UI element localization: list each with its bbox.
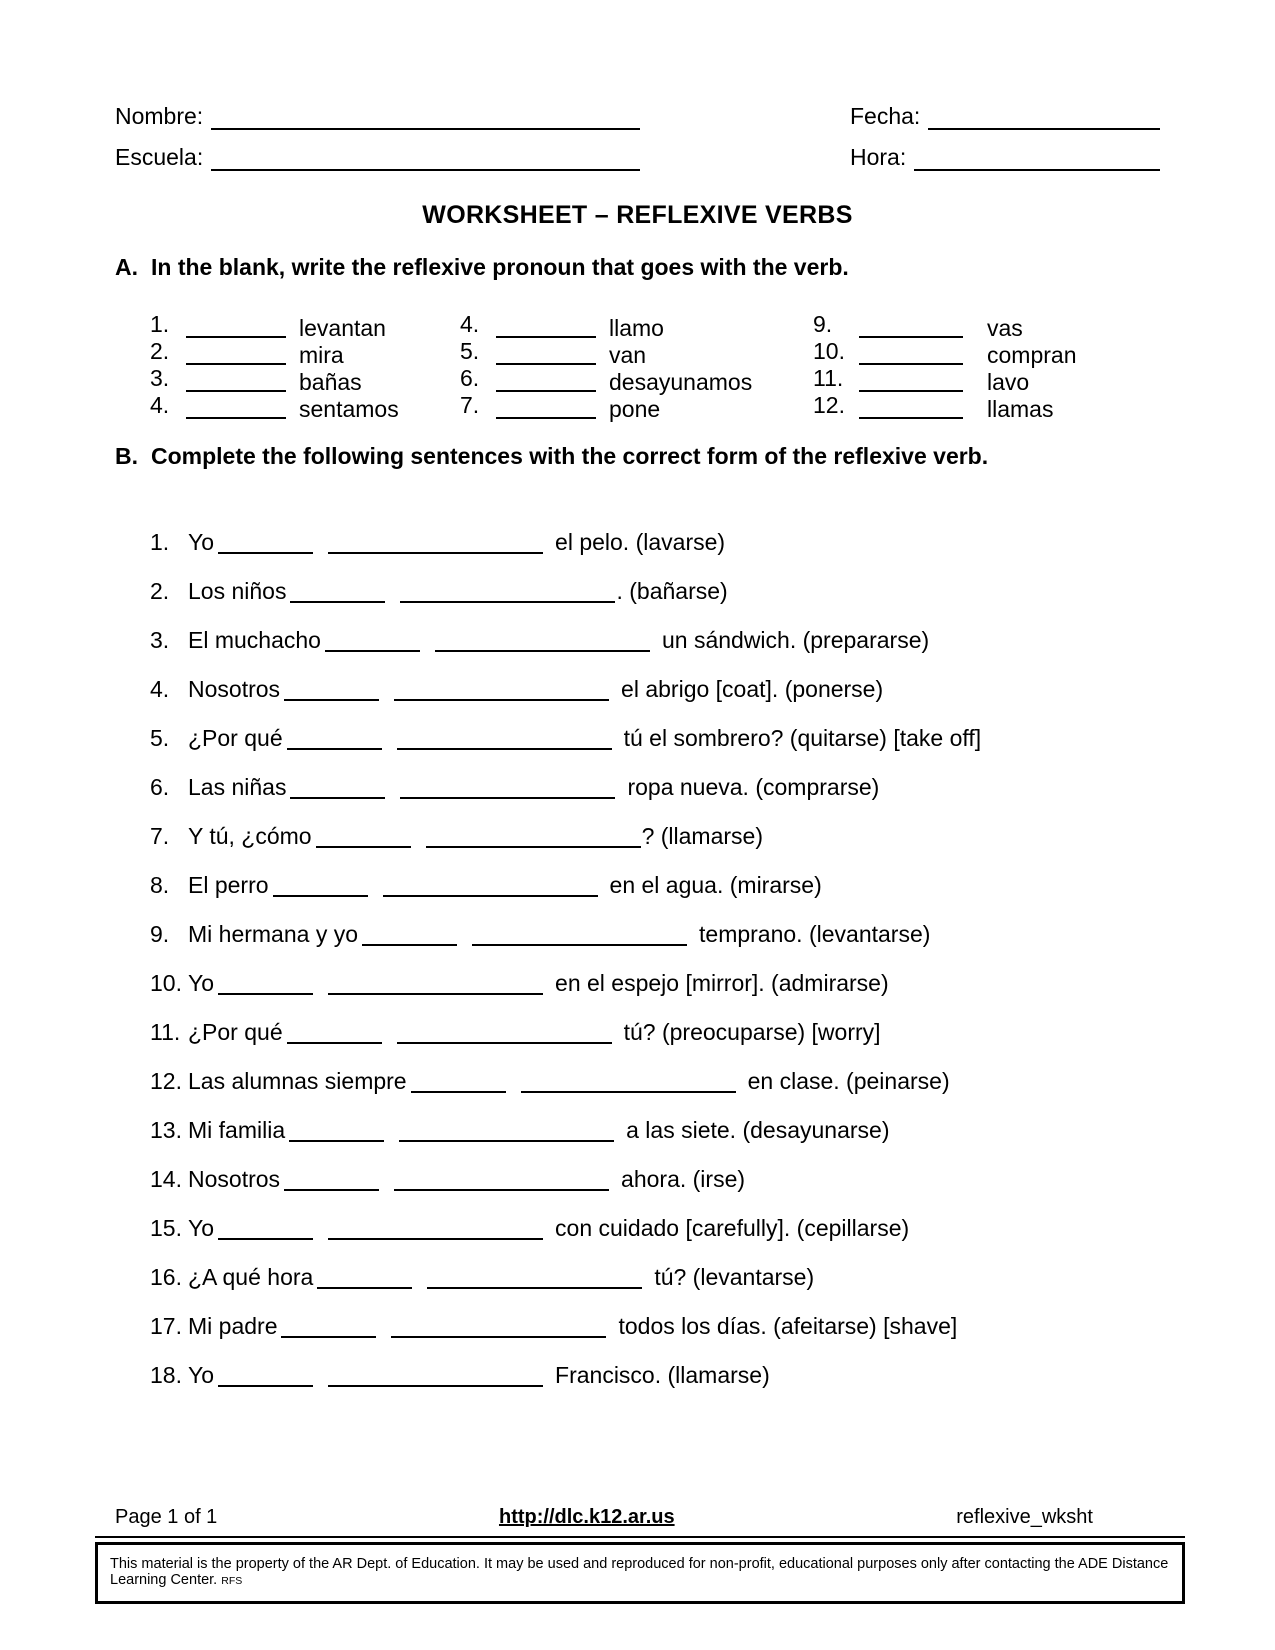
footer-url-link[interactable]: http://dlc.k12.ar.us	[498, 1506, 675, 1528]
item-number: 5.	[460, 338, 480, 364]
verb-blank	[399, 1122, 614, 1142]
pronoun-blank	[281, 1318, 376, 1338]
sentence-start: Yo	[188, 529, 215, 555]
verb-blank	[394, 1171, 609, 1191]
pronoun-blank	[284, 1171, 379, 1191]
section-a-letter: A.	[115, 254, 138, 280]
sentence-end: ahora. (irse)	[621, 1166, 746, 1192]
sentence-item-15	[150, 1204, 1160, 1253]
pronoun-blank	[317, 1269, 412, 1289]
item-number: 11.	[813, 365, 844, 391]
sentence-end: tú? (preocuparse) [worry]	[623, 1019, 881, 1045]
answer-blank	[186, 339, 286, 365]
sentence-start: Mi familia	[188, 1117, 286, 1143]
verb-blank	[328, 1220, 543, 1240]
hora-label: Hora:	[850, 144, 907, 170]
section-a-item	[460, 311, 813, 341]
item-number: 10.	[813, 338, 845, 364]
verb-text: mira	[299, 342, 344, 368]
sentence-start: Los niños	[188, 578, 287, 604]
item-number: 7.	[460, 392, 480, 418]
escuela-label: Escuela:	[115, 144, 204, 170]
sentence-end: temprano. (levantarse)	[699, 921, 931, 947]
sentence-end: en el espejo [mirror]. (admirarse)	[555, 970, 889, 996]
fecha-field	[850, 103, 1160, 130]
answer-blank	[496, 393, 596, 419]
sentence-item-5	[150, 714, 1160, 763]
verb-text: desayunamos	[609, 369, 753, 395]
pronoun-blank	[287, 730, 382, 750]
pronoun-blank	[218, 1367, 313, 1387]
sentence-end: ropa nueva. (comprarse)	[627, 774, 880, 800]
item-number: 16.	[150, 1264, 182, 1290]
item-number: 17.	[150, 1313, 182, 1339]
sentence-item-6	[150, 763, 1160, 812]
pronoun-blank	[290, 583, 385, 603]
verb-blank	[328, 1367, 543, 1387]
sentence-start: El perro	[188, 872, 269, 898]
sentence-item-1	[150, 518, 1160, 567]
sentence-end: todos los días. (afeitarse) [shave]	[618, 1313, 958, 1339]
sentence-item-2	[150, 567, 1160, 616]
answer-blank	[859, 339, 963, 365]
sentence-end: tú el sombrero? (quitarse) [take off]	[623, 725, 982, 751]
verb-blank	[400, 583, 615, 603]
item-number: 10.	[150, 970, 182, 996]
pronoun-blank	[273, 877, 368, 897]
sentence-item-7	[150, 812, 1160, 861]
page-title: WORKSHEET – REFLEXIVE VERBS	[422, 201, 853, 229]
verb-text: vas	[987, 315, 1023, 341]
item-number: 4.	[150, 392, 170, 418]
sentence-item-16	[150, 1253, 1160, 1302]
answer-blank	[186, 312, 286, 338]
sentence-end: Francisco. (llamarse)	[555, 1362, 770, 1388]
sentence-start: Mi padre	[188, 1313, 278, 1339]
section-a-grid	[150, 311, 1160, 422]
verb-text: bañas	[299, 369, 362, 395]
item-number: 4.	[460, 311, 480, 337]
section-a-item	[460, 338, 813, 368]
answer-blank	[496, 312, 596, 338]
sentence-item-4	[150, 665, 1160, 714]
pronoun-blank	[284, 681, 379, 701]
footer-row	[95, 1506, 1185, 1538]
section-a-item	[813, 311, 1160, 341]
sentence-end: el abrigo [coat]. (ponerse)	[621, 676, 884, 702]
pronoun-blank	[290, 779, 385, 799]
pronoun-blank	[218, 1220, 313, 1240]
answer-blank	[859, 393, 963, 419]
header-row-2	[115, 144, 1160, 171]
answer-blank	[186, 393, 286, 419]
sentence-item-11	[150, 1008, 1160, 1057]
sentence-start: El muchacho	[188, 627, 321, 653]
verb-blank	[394, 681, 609, 701]
answer-blank	[496, 366, 596, 392]
sentence-item-9	[150, 910, 1160, 959]
hora-blank-line	[914, 145, 1160, 171]
section-a-item	[150, 365, 460, 395]
section-b-heading-text: Complete the following sentences with the correct form of the reflexive verb.	[151, 443, 989, 469]
item-number: 5.	[150, 725, 170, 751]
answer-blank	[496, 339, 596, 365]
item-number: 3.	[150, 627, 170, 653]
item-number: 8.	[150, 872, 170, 898]
nombre-label: Nombre:	[115, 103, 204, 129]
nombre-blank-line	[211, 104, 640, 130]
sentence-start: ¿A qué hora	[188, 1264, 314, 1290]
item-number: 11.	[150, 1019, 181, 1045]
verb-blank	[328, 534, 543, 554]
verb-blank	[400, 779, 615, 799]
pronoun-blank	[325, 632, 420, 652]
section-a-item	[460, 392, 813, 422]
item-number: 6.	[150, 774, 170, 800]
verb-blank	[435, 632, 650, 652]
document-name: reflexive_wksht	[956, 1506, 1093, 1528]
sentence-end: un sándwich. (prepararse)	[661, 627, 930, 653]
section-b-heading	[115, 443, 1160, 470]
nombre-field	[115, 103, 640, 130]
sentence-start: Las alumnas siempre	[188, 1068, 407, 1094]
item-number: 9.	[150, 921, 170, 947]
verb-text: levantan	[299, 315, 386, 341]
section-a-item	[150, 338, 460, 368]
sentence-item-14	[150, 1155, 1160, 1204]
verb-text: pone	[609, 396, 661, 422]
sentence-start: Nosotros	[188, 676, 281, 702]
sentence-end: el pelo. (lavarse)	[555, 529, 726, 555]
verb-blank	[472, 926, 687, 946]
escuela-blank-line	[211, 145, 640, 171]
section-a-item	[813, 338, 1160, 368]
verb-blank	[397, 1024, 612, 1044]
disclaimer-box	[95, 1542, 1185, 1604]
section-a-heading-text: In the blank, write the reflexive pronoun that goes with the verb.	[151, 254, 849, 280]
sentence-item-18	[150, 1351, 1160, 1400]
verb-text: sentamos	[299, 396, 399, 422]
sentence-item-17	[150, 1302, 1160, 1351]
sentence-end: . (bañarse)	[616, 578, 728, 604]
pronoun-blank	[362, 926, 457, 946]
sentence-end: en clase. (peinarse)	[747, 1068, 950, 1094]
item-number: 6.	[460, 365, 480, 391]
item-number: 12.	[150, 1068, 182, 1094]
sentence-start: Yo	[188, 970, 215, 996]
item-number: 13.	[150, 1117, 182, 1143]
section-a-heading	[115, 254, 1160, 281]
verb-blank	[426, 828, 641, 848]
pronoun-blank	[316, 828, 411, 848]
sentence-start: Yo	[188, 1215, 215, 1241]
sentence-item-8	[150, 861, 1160, 910]
verb-text: lavo	[987, 369, 1030, 395]
sentence-item-3	[150, 616, 1160, 665]
sentence-end: tú? (levantarse)	[654, 1264, 815, 1290]
section-a-item	[460, 365, 813, 395]
header-row-1	[115, 103, 1160, 130]
verb-blank	[397, 730, 612, 750]
pronoun-blank	[287, 1024, 382, 1044]
sentence-item-12	[150, 1057, 1160, 1106]
verb-text: van	[609, 342, 647, 368]
item-number: 15.	[150, 1215, 182, 1241]
hora-field	[850, 144, 1160, 171]
page-footer	[95, 1506, 1185, 1604]
item-number: 9.	[813, 311, 833, 337]
sentence-end: con cuidado [carefully]. (cepillarse)	[555, 1215, 910, 1241]
item-number: 18.	[150, 1362, 182, 1388]
section-a-column-2	[460, 311, 813, 422]
section-a-item	[813, 365, 1160, 395]
section-a-column-1	[150, 311, 460, 422]
sentence-end: en el agua. (mirarse)	[609, 872, 822, 898]
sentence-start: Y tú, ¿cómo	[188, 823, 312, 849]
verb-blank	[328, 975, 543, 995]
verb-text: compran	[987, 342, 1077, 368]
section-a-item	[150, 392, 460, 422]
pronoun-blank	[411, 1073, 506, 1093]
sentence-start: Nosotros	[188, 1166, 281, 1192]
disclaimer-text: This material is the property of the AR Dept. of Education. It may be used and reproduced for non-profit, educational purposes only after contacting the ADE Distance Learning Center.	[110, 1556, 1169, 1588]
sentence-start: Mi hermana y yo	[188, 921, 359, 947]
item-number: 7.	[150, 823, 170, 849]
answer-blank	[859, 312, 963, 338]
sentence-item-13	[150, 1106, 1160, 1155]
page-number: Page 1 of 1	[115, 1506, 218, 1528]
item-number: 14.	[150, 1166, 182, 1192]
item-number: 4.	[150, 676, 170, 702]
answer-blank	[859, 366, 963, 392]
sentence-end: a las siete. (desayunarse)	[626, 1117, 890, 1143]
escuela-field	[115, 144, 640, 171]
verb-blank	[383, 877, 598, 897]
item-number: 2.	[150, 338, 170, 364]
verb-text: llamas	[987, 396, 1054, 422]
item-number: 3.	[150, 365, 170, 391]
item-number: 1.	[150, 311, 170, 337]
sentence-start: Yo	[188, 1362, 215, 1388]
item-number: 1.	[150, 529, 170, 555]
pronoun-blank	[289, 1122, 384, 1142]
section-b-letter: B.	[115, 443, 138, 469]
sentence-end: ? (llamarse)	[641, 823, 763, 849]
item-number: 12.	[813, 392, 845, 418]
sentence-start: ¿Por qué	[188, 725, 283, 751]
pronoun-blank	[218, 975, 313, 995]
sentence-item-10	[150, 959, 1160, 1008]
item-number: 2.	[150, 578, 170, 604]
verb-blank	[391, 1318, 606, 1338]
disclaimer-initials: RFS	[221, 1575, 243, 1587]
verb-blank	[521, 1073, 736, 1093]
section-b-list	[150, 518, 1160, 1400]
section-a-column-3	[813, 311, 1160, 422]
pronoun-blank	[218, 534, 313, 554]
verb-blank	[427, 1269, 642, 1289]
section-a-item	[150, 311, 460, 341]
section-a-item	[813, 392, 1160, 422]
verb-text: llamo	[609, 315, 664, 341]
fecha-label: Fecha:	[850, 103, 921, 129]
answer-blank	[186, 366, 286, 392]
sentence-start: ¿Por qué	[188, 1019, 283, 1045]
sentence-start: Las niñas	[188, 774, 287, 800]
fecha-blank-line	[928, 104, 1160, 130]
